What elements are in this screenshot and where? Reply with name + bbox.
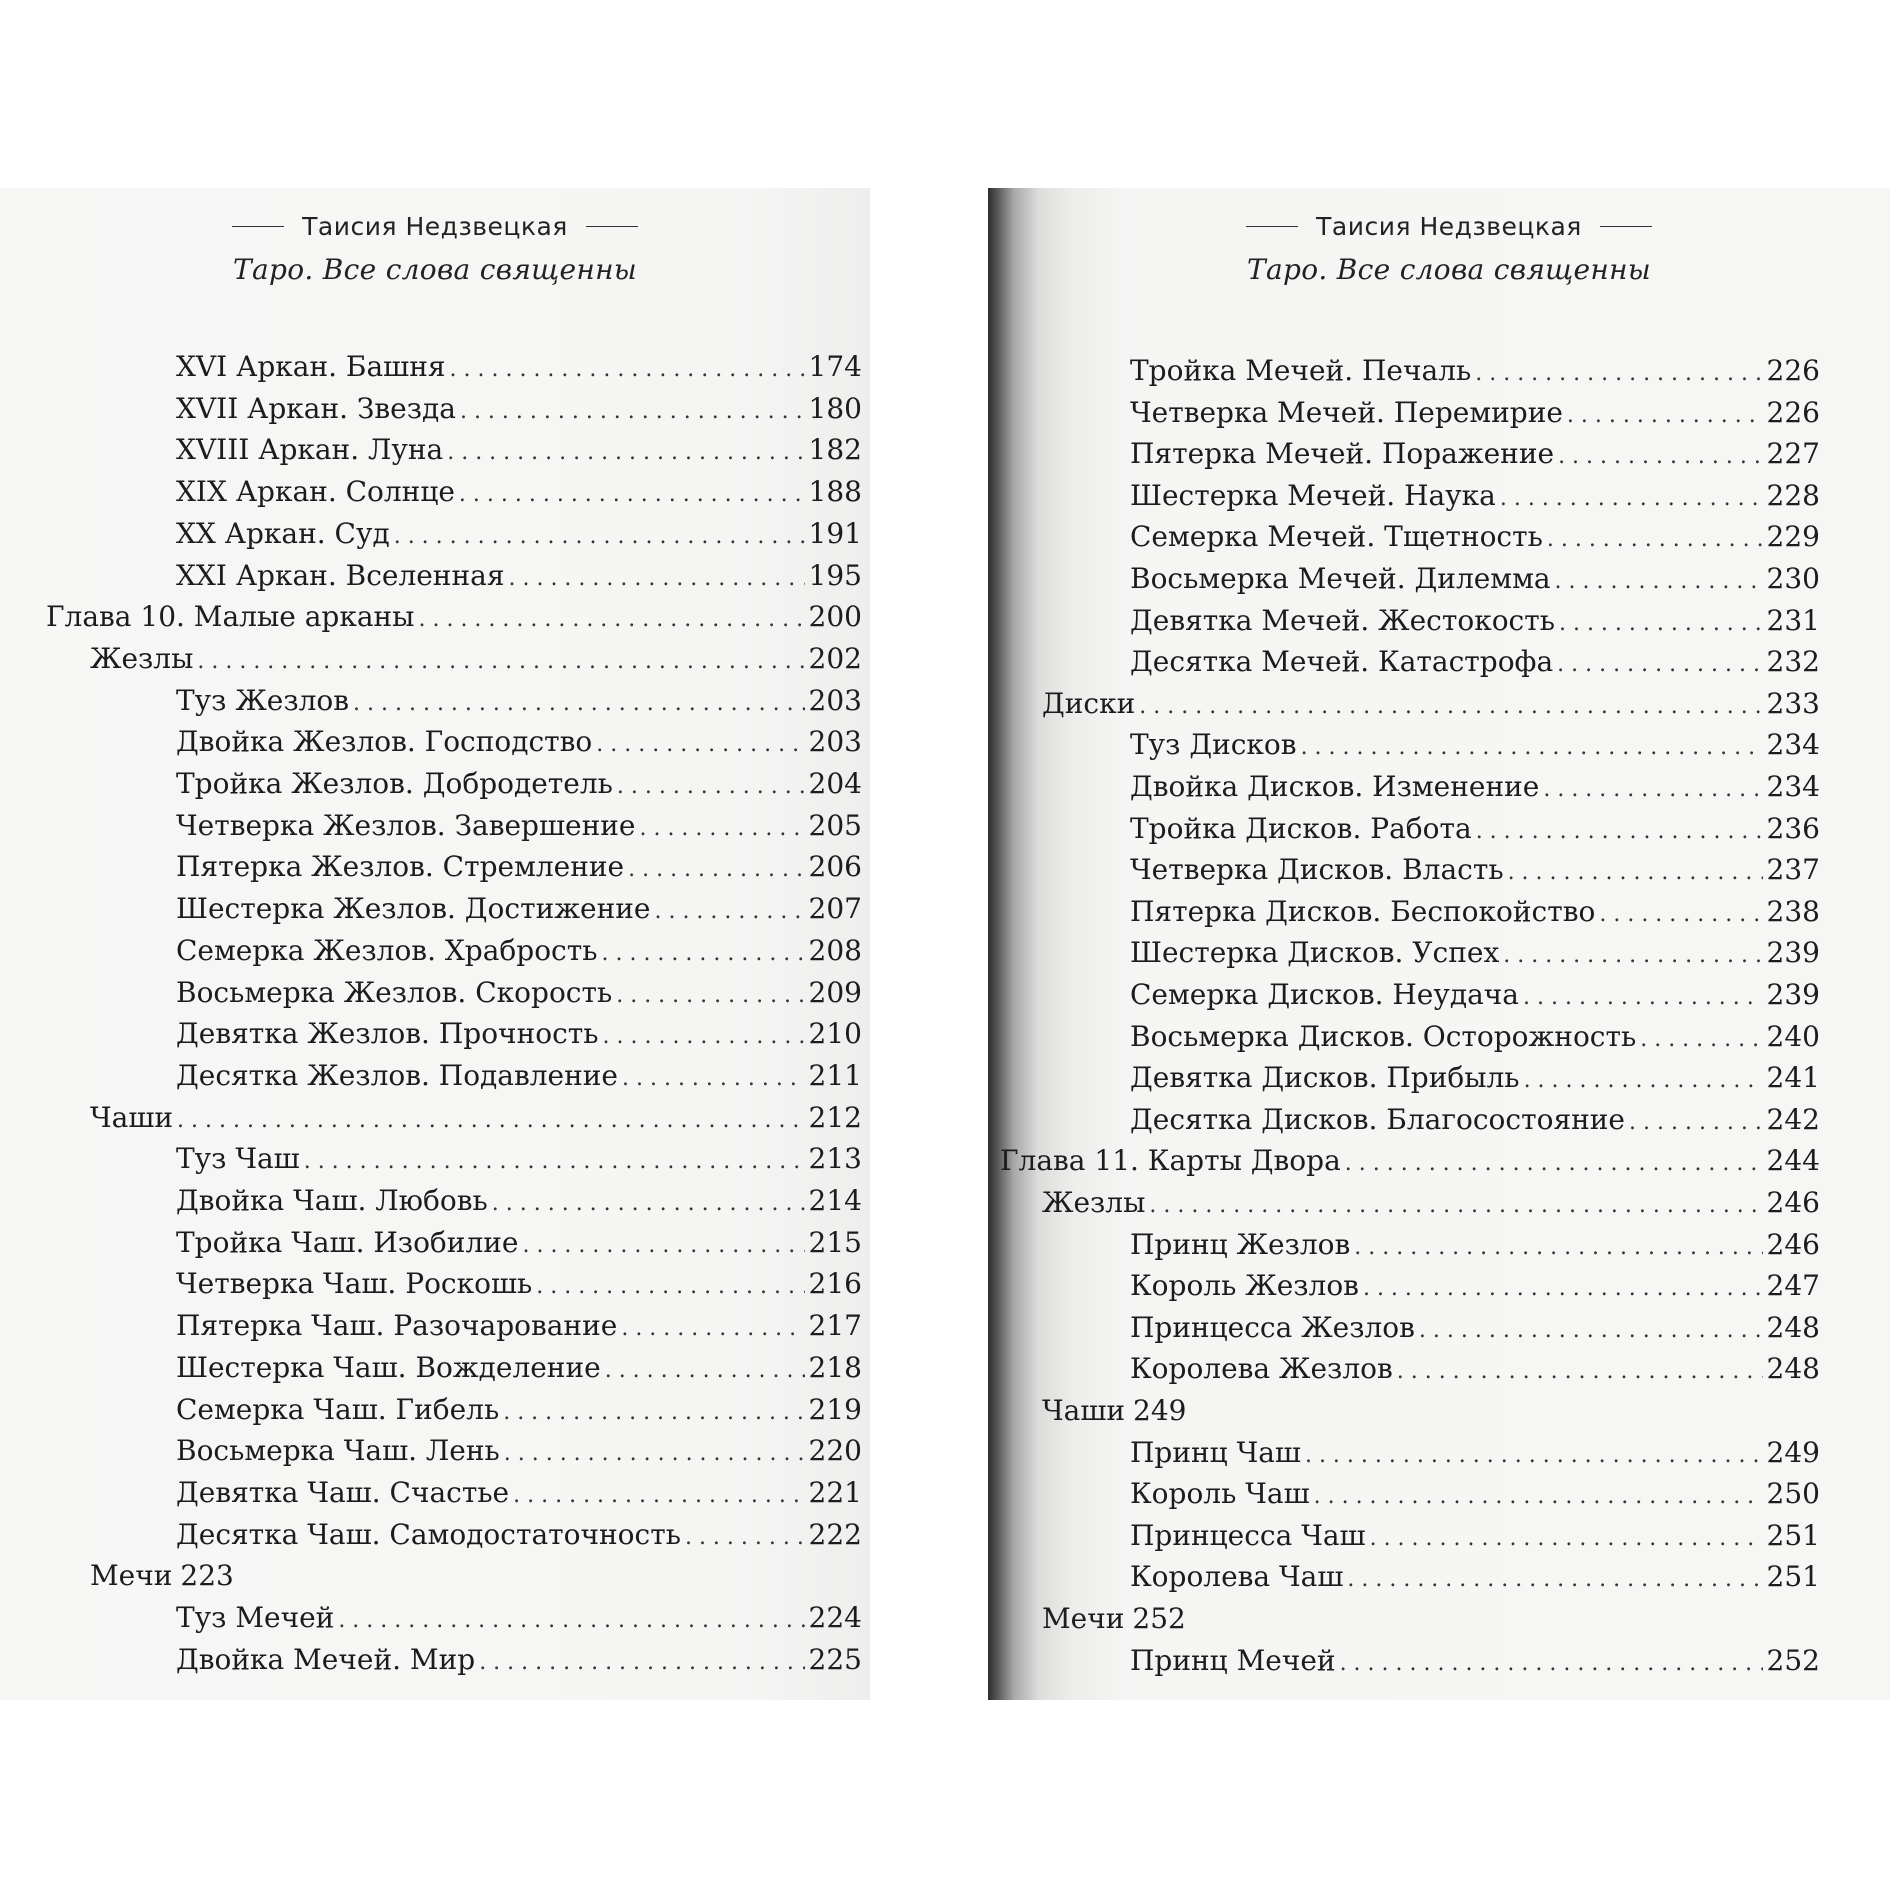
toc-entry-page-number: 219	[808, 1392, 862, 1426]
toc-entry-page-number: 237	[1766, 853, 1820, 887]
toc-entry-title: Глава 10. Малые арканы	[46, 600, 415, 634]
toc-entry	[1130, 1436, 1820, 1473]
toc-dot-leader	[1397, 1355, 1763, 1389]
toc-entry-title: Тройка Жезлов. Добродетель	[176, 767, 613, 800]
toc-entry-title: Двойка Дисков. Изменение	[1130, 770, 1540, 803]
toc-entry	[1000, 1144, 1820, 1181]
toc-entry-page-number: 234	[1766, 770, 1820, 803]
toc-entry-page-number: 250	[1766, 1477, 1820, 1511]
toc-entry	[1130, 812, 1820, 849]
left-author: Таисия Недзвецкая	[302, 212, 568, 241]
toc-entry-page-number: 224	[808, 1601, 862, 1634]
toc-entry-page-number: 229	[1766, 520, 1820, 554]
toc-entry	[1130, 1519, 1820, 1556]
toc-entry	[1130, 520, 1820, 557]
toc-dot-leader	[1314, 1480, 1763, 1514]
toc-dot-leader	[1139, 690, 1762, 724]
toc-dot-leader	[621, 1312, 804, 1346]
toc-entry-page-number: 252	[1766, 1643, 1820, 1677]
toc-dot-leader	[1503, 939, 1762, 973]
toc-entry-page-number: 182	[808, 433, 862, 467]
toc-dot-leader	[603, 1020, 805, 1054]
toc-entry-title: Мечи	[1042, 1602, 1125, 1635]
toc-entry-title: Пятерка Чаш. Разочарование	[176, 1309, 618, 1343]
right-page	[988, 188, 1890, 1700]
toc-dot-leader	[1475, 357, 1762, 391]
toc-entry-page-number: 202	[808, 641, 862, 675]
toc-entry	[1130, 437, 1820, 474]
toc-entry-title: Принцесса Жезлов	[1130, 1310, 1415, 1344]
toc-dot-leader	[459, 478, 805, 512]
toc-dot-leader	[1640, 1023, 1762, 1057]
toc-entry-title: Семерка Мечей. Тщетность	[1130, 520, 1543, 554]
toc-entry	[176, 392, 862, 429]
toc-entry-page-number: 221	[808, 1475, 862, 1509]
toc-dot-leader	[1305, 1439, 1763, 1473]
toc-dot-leader	[1523, 981, 1763, 1015]
toc-entry	[1130, 354, 1820, 391]
toc-entry-page-number: 174	[808, 350, 862, 383]
toc-entry	[90, 1559, 234, 1593]
toc-entry-title: Туз Чаш	[176, 1142, 300, 1176]
toc-dot-leader	[1524, 1064, 1763, 1098]
toc-dot-leader	[1557, 648, 1762, 682]
toc-dot-leader	[1345, 1147, 1763, 1181]
toc-dot-leader	[617, 770, 805, 804]
toc-entry-page-number: 222	[808, 1517, 862, 1551]
toc-entry-title: XVII Аркан. Звезда	[176, 391, 456, 425]
toc-entry-title: Двойка Чаш. Любовь	[176, 1184, 488, 1217]
toc-entry	[176, 1226, 862, 1263]
toc-entry-page-number: 215	[808, 1225, 862, 1259]
toc-entry	[176, 1184, 862, 1221]
toc-entry-page-number: 210	[808, 1017, 862, 1051]
toc-entry-title: Семерка Дисков. Неудача	[1130, 978, 1519, 1011]
toc-dot-leader	[1363, 1272, 1763, 1306]
toc-entry-title: Пятерка Мечей. Поражение	[1130, 437, 1555, 471]
toc-dot-leader	[1555, 565, 1763, 599]
author-rule-left	[232, 226, 284, 227]
toc-entry-title: Четверка Жезлов. Завершение	[176, 808, 636, 842]
toc-dot-leader	[1558, 440, 1762, 474]
page-gutter	[870, 188, 988, 1700]
toc-entry-title: Чаши	[90, 1100, 174, 1134]
toc-entry	[176, 934, 862, 971]
toc-entry	[1130, 1103, 1820, 1140]
toc-entry-page-number: 230	[1766, 562, 1820, 595]
toc-entry-page-number: 246	[1766, 1227, 1820, 1261]
toc-entry	[1130, 1560, 1820, 1597]
toc-entry-title: Десятка Жезлов. Подавление	[176, 1058, 618, 1092]
toc-dot-leader	[1149, 1189, 1762, 1223]
toc-entry	[176, 1142, 862, 1179]
author-rule-left	[1246, 226, 1298, 227]
toc-entry-title: Принцесса Чаш	[1130, 1518, 1366, 1552]
toc-dot-leader	[1599, 898, 1762, 932]
toc-dot-leader	[522, 1229, 804, 1263]
toc-entry	[1130, 1228, 1820, 1265]
toc-entry-title: Восьмерка Мечей. Дилемма	[1130, 562, 1551, 595]
toc-dot-leader	[492, 1187, 805, 1221]
toc-entry-page-number: 239	[1766, 978, 1820, 1011]
toc-entry-title: Семерка Жезлов. Храбрость	[176, 933, 598, 967]
toc-entry	[176, 1601, 862, 1638]
toc-entry-page-number: 206	[808, 850, 862, 884]
toc-entry	[1042, 1602, 1186, 1636]
toc-entry-title: Принц Чаш	[1130, 1435, 1301, 1469]
toc-entry-title: Тройка Чаш. Изобилие	[176, 1225, 519, 1259]
toc-entry-page-number: 200	[808, 600, 862, 634]
toc-entry-title: Четверка Чаш. Роскошь	[176, 1267, 533, 1301]
right-book-title: Таро. Все слова священны	[1247, 253, 1651, 286]
toc-entry	[176, 433, 862, 470]
toc-entry-title: Король Жезлов	[1130, 1269, 1359, 1303]
toc-entry-page-number: 244	[1766, 1144, 1820, 1178]
toc-entry-title: Королева Чаш	[1130, 1560, 1344, 1594]
toc-dot-leader	[394, 520, 805, 554]
toc-dot-leader	[504, 1437, 805, 1471]
toc-entry-title: Шестерка Мечей. Наука	[1130, 478, 1496, 512]
toc-dot-leader	[1340, 1647, 1763, 1681]
toc-entry-page-number: 226	[1766, 354, 1820, 387]
toc-entry-page-number: 191	[808, 516, 862, 550]
toc-entry-title: Девятка Чаш. Счастье	[176, 1475, 510, 1509]
toc-entry	[1042, 687, 1820, 724]
toc-entry-page-number: 241	[1766, 1061, 1820, 1095]
left-running-header	[0, 212, 870, 286]
toc-dot-leader	[479, 1646, 804, 1680]
toc-entry-title: Двойка Мечей. Мир	[176, 1642, 476, 1676]
toc-dot-leader	[1559, 607, 1763, 641]
toc-entry-title: Королева Жезлов	[1130, 1352, 1393, 1386]
toc-dot-leader	[1547, 523, 1763, 557]
toc-entry-title: XX Аркан. Суд	[176, 516, 390, 550]
toc-entry-page-number: 218	[808, 1350, 862, 1384]
toc-entry	[176, 1267, 862, 1304]
right-running-header	[988, 212, 1890, 286]
toc-entry-page-number: 188	[808, 475, 862, 509]
toc-entry-title: XXI Аркан. Вселенная	[176, 558, 505, 592]
toc-entry	[176, 725, 862, 762]
toc-dot-leader	[616, 979, 804, 1013]
toc-entry-title: Тройка Мечей. Печаль	[1130, 354, 1472, 387]
toc-dot-leader	[513, 1479, 804, 1513]
toc-entry-title: Четверка Дисков. Власть	[1130, 853, 1504, 887]
toc-entry	[1130, 728, 1820, 765]
author-rule-right	[586, 226, 638, 227]
toc-entry	[1130, 895, 1820, 932]
toc-entry	[176, 850, 862, 887]
toc-entry-page-number: 249	[1766, 1435, 1820, 1469]
toc-entry-page-number: 249	[1133, 1394, 1187, 1427]
toc-entry	[1130, 1352, 1820, 1389]
toc-entry	[1130, 1020, 1820, 1057]
right-author-line	[1008, 212, 1890, 241]
toc-entry-page-number: 233	[1766, 686, 1820, 720]
toc-entry-page-number: 208	[808, 933, 862, 967]
toc-entry-page-number: 238	[1766, 894, 1820, 928]
toc-entry-page-number: 247	[1766, 1269, 1820, 1303]
toc-entry	[1130, 396, 1820, 433]
toc-entry	[176, 1059, 862, 1096]
toc-entry	[176, 976, 862, 1013]
toc-entry-title: Восьмерка Чаш. Лень	[176, 1434, 500, 1468]
toc-dot-leader	[654, 895, 804, 929]
toc-entry-page-number: 232	[1766, 645, 1820, 679]
toc-entry-title: Девятка Мечей. Жестокость	[1130, 603, 1555, 637]
toc-entry	[1130, 936, 1820, 973]
toc-entry-page-number: 204	[808, 767, 862, 800]
toc-entry-page-number: 239	[1766, 936, 1820, 970]
toc-dot-leader	[418, 603, 804, 637]
toc-entry-title: Принц Мечей	[1130, 1643, 1336, 1677]
toc-entry-title: XIX Аркан. Солнце	[176, 475, 455, 509]
toc-dot-leader	[460, 395, 805, 429]
left-page	[0, 188, 870, 1700]
toc-entry-page-number: 220	[808, 1434, 862, 1468]
toc-entry	[176, 350, 862, 387]
toc-entry-title: Глава 11. Карты Двора	[1000, 1144, 1341, 1178]
toc-entry	[176, 1476, 862, 1513]
toc-entry-title: Десятка Чаш. Самодостаточность	[176, 1517, 681, 1551]
toc-dot-leader	[508, 562, 804, 596]
toc-entry-title: Тройка Дисков. Работа	[1130, 811, 1472, 845]
toc-entry-title: Семерка Чаш. Гибель	[176, 1392, 500, 1426]
toc-entry	[1130, 978, 1820, 1015]
toc-entry	[90, 642, 862, 679]
toc-dot-leader	[601, 937, 804, 971]
toc-dot-leader	[353, 687, 805, 721]
toc-entry-page-number: 214	[808, 1184, 862, 1217]
left-author-line	[0, 212, 870, 241]
toc-entry-page-number: 231	[1766, 603, 1820, 637]
toc-entry-page-number: 223	[180, 1559, 234, 1593]
toc-entry	[1042, 1186, 1820, 1223]
toc-entry-page-number: 240	[1766, 1019, 1820, 1053]
toc-entry	[46, 600, 862, 637]
toc-entry	[176, 1309, 862, 1346]
toc-entry-page-number: 212	[808, 1100, 862, 1134]
toc-entry	[176, 892, 862, 929]
toc-entry-title: Восьмерка Дисков. Осторожность	[1130, 1019, 1637, 1053]
toc-entry-title: Двойка Жезлов. Господство	[176, 725, 593, 759]
toc-entry-title: XVI Аркан. Башня	[176, 350, 446, 383]
toc-entry-page-number: 207	[808, 892, 862, 926]
toc-entry	[176, 809, 862, 846]
toc-dot-leader	[177, 1104, 805, 1138]
toc-entry-title: Четверка Мечей. Перемирие	[1130, 395, 1563, 429]
toc-entry-title: XVIII Аркан. Луна	[176, 433, 444, 467]
toc-entry	[1130, 1061, 1820, 1098]
toc-entry	[1130, 1477, 1820, 1514]
toc-entry	[176, 1643, 862, 1680]
toc-entry-title: Чаши	[1042, 1394, 1126, 1427]
toc-dot-leader	[338, 1604, 804, 1638]
toc-entry-title: Девятка Жезлов. Прочность	[176, 1017, 599, 1051]
toc-entry-title: Жезлы	[90, 641, 194, 675]
toc-entry-title: Туз Дисков	[1130, 728, 1297, 762]
toc-dot-leader	[639, 812, 804, 846]
toc-entry-page-number: 205	[808, 808, 862, 842]
toc-entry-page-number: 216	[808, 1267, 862, 1301]
toc-entry-page-number: 248	[1766, 1310, 1820, 1344]
toc-dot-leader	[1354, 1231, 1762, 1265]
toc-entry-page-number: 246	[1766, 1186, 1820, 1219]
toc-entry-title: Шестерка Жезлов. Достижение	[176, 892, 651, 926]
toc-entry	[176, 684, 862, 721]
toc-dot-leader	[1347, 1563, 1762, 1597]
toc-entry-page-number: 226	[1766, 395, 1820, 429]
toc-entry-page-number: 195	[808, 558, 862, 592]
toc-dot-leader	[1301, 731, 1763, 765]
toc-dot-leader	[197, 645, 804, 679]
toc-entry	[1130, 1311, 1820, 1348]
toc-dot-leader	[622, 1062, 805, 1096]
toc-entry-title: Восьмерка Жезлов. Скорость	[176, 975, 613, 1009]
toc-dot-leader	[596, 728, 804, 762]
toc-entry-title: Туз Жезлов	[176, 683, 350, 717]
toc-entry-title: Пятерка Дисков. Беспокойство	[1130, 894, 1596, 928]
toc-entry-title: Жезлы	[1042, 1186, 1146, 1219]
toc-entry-title: Туз Мечей	[176, 1601, 335, 1634]
toc-dot-leader	[1567, 399, 1763, 433]
toc-entry-page-number: 180	[808, 391, 862, 425]
toc-entry	[176, 1434, 862, 1471]
toc-dot-leader	[450, 353, 805, 387]
toc-entry	[176, 1518, 862, 1555]
toc-dot-leader	[1370, 1522, 1763, 1556]
toc-entry	[176, 767, 862, 804]
toc-dot-leader	[1419, 1314, 1763, 1348]
toc-entry	[176, 1393, 862, 1430]
toc-entry-page-number: 228	[1766, 478, 1820, 512]
toc-dot-leader	[1500, 482, 1763, 516]
toc-entry-title: Диски	[1042, 686, 1136, 720]
author-rule-right	[1600, 226, 1652, 227]
toc-entry	[1130, 1269, 1820, 1306]
toc-entry-page-number: 209	[808, 975, 862, 1009]
toc-entry-page-number: 227	[1766, 437, 1820, 471]
right-author: Таисия Недзвецкая	[1316, 212, 1582, 241]
toc-entry-page-number: 251	[1766, 1518, 1820, 1552]
toc-entry-title: Шестерка Чаш. Вожделение	[176, 1350, 601, 1384]
toc-entry-title: Десятка Мечей. Катастрофа	[1130, 645, 1554, 679]
toc-dot-leader	[1476, 815, 1763, 849]
toc-entry-page-number: 251	[1766, 1560, 1820, 1594]
toc-dot-leader	[628, 853, 804, 887]
toc-dot-leader	[1629, 1106, 1763, 1140]
toc-entry	[1130, 853, 1820, 890]
toc-entry	[176, 559, 862, 596]
toc-entry	[90, 1101, 862, 1138]
toc-entry-page-number: 225	[808, 1642, 862, 1676]
toc-entry-page-number: 203	[808, 725, 862, 759]
toc-dot-leader	[447, 436, 804, 470]
toc-entry	[1130, 479, 1820, 516]
toc-entry	[1130, 1644, 1820, 1681]
toc-entry-page-number: 203	[808, 683, 862, 717]
toc-entry	[1130, 562, 1820, 599]
toc-entry	[1130, 645, 1820, 682]
toc-entry	[1130, 770, 1820, 807]
toc-entry-page-number: 234	[1766, 728, 1820, 762]
toc-entry	[176, 1351, 862, 1388]
toc-dot-leader	[685, 1521, 805, 1555]
toc-dot-leader	[304, 1145, 805, 1179]
toc-entry-page-number: 242	[1766, 1102, 1820, 1136]
toc-entry-page-number: 236	[1766, 811, 1820, 845]
toc-entry	[1130, 604, 1820, 641]
toc-dot-leader	[536, 1270, 804, 1304]
toc-entry	[1042, 1394, 1186, 1428]
toc-dot-leader	[503, 1396, 804, 1430]
toc-entry-title: Король Чаш	[1130, 1477, 1310, 1511]
toc-entry-page-number: 252	[1132, 1602, 1186, 1635]
toc-entry-title: Пятерка Жезлов. Стремление	[176, 850, 625, 884]
toc-entry	[176, 475, 862, 512]
toc-dot-leader	[605, 1354, 805, 1388]
toc-dot-leader	[1543, 773, 1762, 807]
toc-entry-page-number: 213	[808, 1142, 862, 1176]
toc-entry-title: Шестерка Дисков. Успех	[1130, 936, 1500, 970]
toc-entry	[176, 1017, 862, 1054]
toc-entry-title: Девятка Дисков. Прибыль	[1130, 1061, 1520, 1095]
toc-entry	[176, 517, 862, 554]
toc-entry-page-number: 217	[808, 1309, 862, 1343]
toc-entry-page-number: 248	[1766, 1352, 1820, 1386]
left-book-title: Таро. Все слова священны	[233, 253, 637, 286]
toc-entry-page-number: 211	[808, 1058, 862, 1092]
toc-entry-title: Десятка Дисков. Благосостояние	[1130, 1102, 1626, 1136]
toc-entry-title: Мечи	[90, 1559, 173, 1593]
toc-dot-leader	[1508, 856, 1763, 890]
toc-entry-title: Принц Жезлов	[1130, 1227, 1351, 1261]
